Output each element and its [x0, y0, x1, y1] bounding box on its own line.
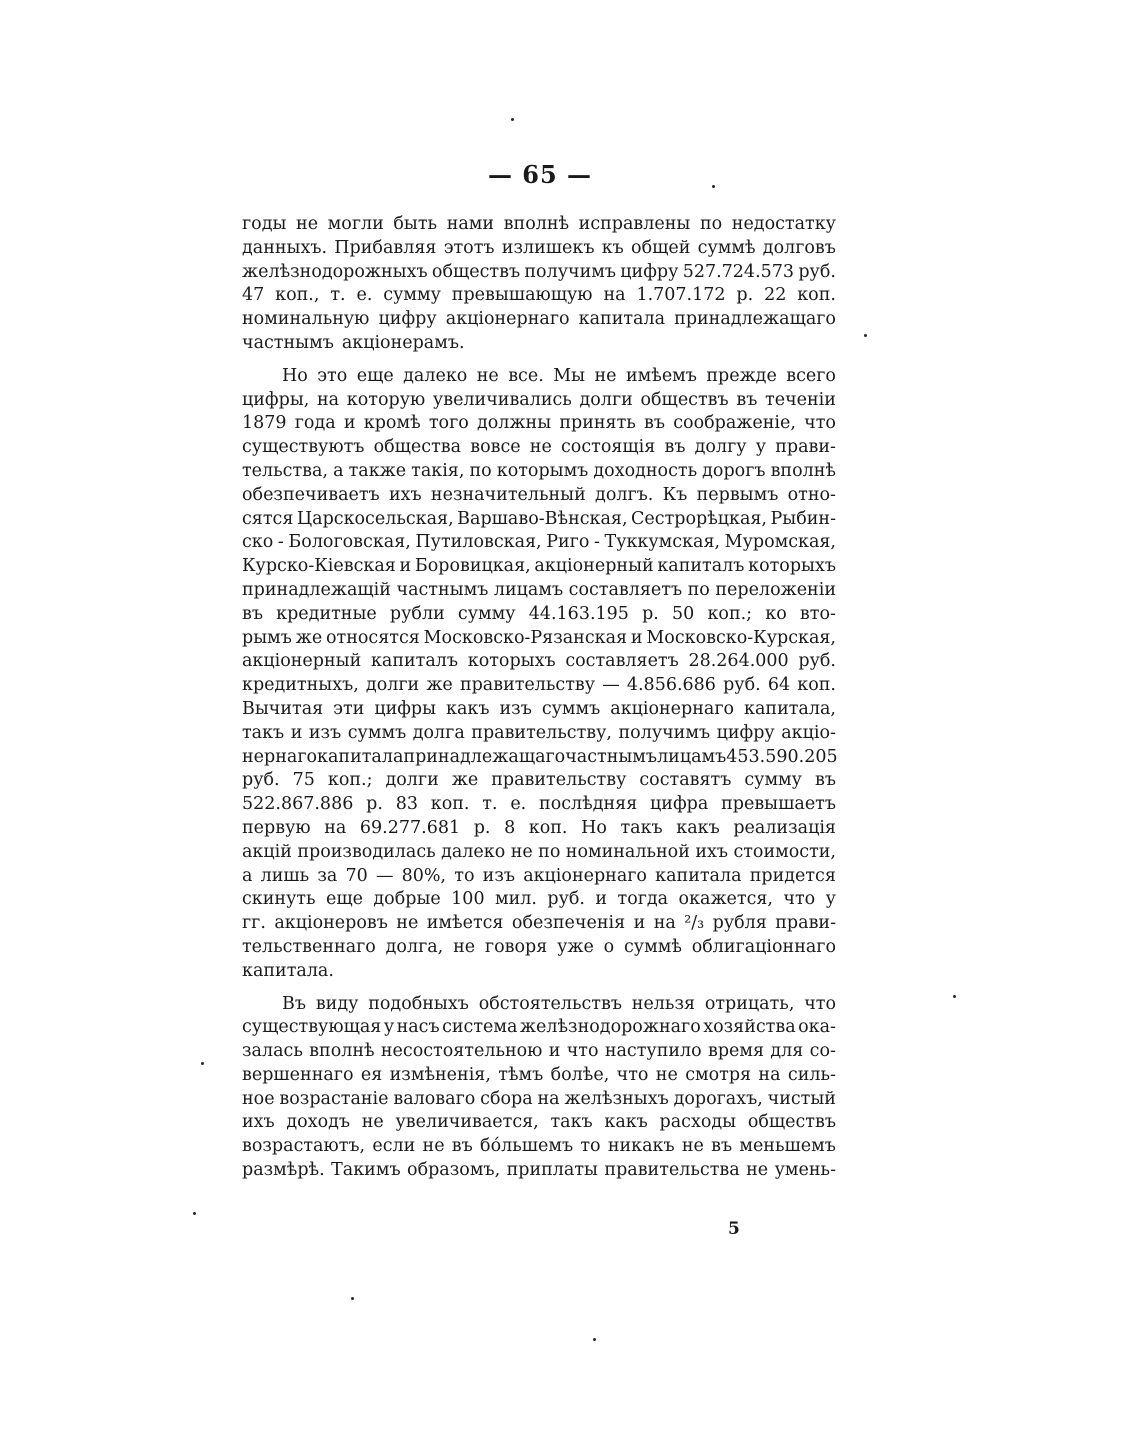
text-line: данныхъ. Прибавляя этотъ излишекъ къ общей суммѣ долговъ [242, 237, 836, 258]
text-line: обезпечиваетъ ихъ незначительный долгъ. Къ первымъ отно- [242, 484, 836, 505]
scan-speck [511, 118, 514, 121]
text-line: частнымъ акціонерамъ. [242, 332, 465, 353]
text-line: возрастаютъ, если не въ бо́льшемъ то никакъ не въ меньшемъ [242, 1136, 836, 1157]
text-line: ско - Бологовская, Путиловская, Риго - Туккумская, Муромская, [242, 532, 836, 553]
text-line: ихъ доходъ не увеличивается, такъ какъ расходы обществъ [242, 1112, 836, 1133]
signature-mark: 5 [728, 1219, 740, 1239]
text-line: капитала. [242, 960, 334, 981]
scan-speck [593, 1338, 596, 1341]
text-line: кредитныхъ, долги же правительству — 4.856.686 руб. 64 коп. [242, 675, 836, 696]
text-line: ное возрастаніе валоваго сбора на желѣзныхъ дорогахъ, чистый [242, 1088, 836, 1109]
text-line: размѣрѣ. Такимъ образомъ, приплаты правительства не умень- [242, 1160, 836, 1181]
text-line: акцій производилась далеко не по номинальной ихъ стоимости, [242, 841, 836, 862]
scan-speck [712, 185, 715, 188]
text-line: принадлежащій частнымъ лицамъ составляетъ по переложеніи [242, 579, 836, 600]
text-line: существующая у насъ система желѣзнодорожнаго хозяйства ока- [242, 1017, 836, 1038]
text-line: акціонерный капиталъ которыхъ составляетъ 28.264.000 руб. [242, 651, 836, 672]
text-line: гг. акціонеровъ не имѣется обезпеченія и на ²/₃ рубля прави- [242, 913, 836, 934]
text-line: Въ виду подобныхъ обстоятельствъ нельзя отрицать, что [282, 993, 836, 1014]
text-line: нернаго капитала принадлежащаго частнымъ лицамъ 453.590.205 [242, 746, 838, 767]
text-line: 1879 года и кромѣ того должны принять въ соображеніе, что [242, 413, 836, 434]
text-line: тельства, а также такія, по которымъ доходность дорогъ вполнѣ [242, 460, 836, 481]
text-line: желѣзнодорожныхъ обществъ получимъ цифру 527.724.573 руб. [242, 261, 836, 282]
scan-speck [864, 334, 867, 337]
paragraph [242, 365, 836, 984]
scan-speck [351, 1297, 354, 1300]
text-line: Но это еще далеко не все. Мы не имѣемъ прежде всего [282, 365, 836, 386]
scan-speck [193, 1212, 196, 1215]
text-line: существуютъ общества вовсе не состоящія въ долгу у прави- [242, 437, 836, 458]
body-text [242, 213, 836, 1183]
text-line: рымъ же относятся Московско-Рязанская и Московско-Курская, [242, 627, 836, 648]
text-line: Вычитая эти цифры какъ изъ суммъ акціонернаго капитала, [242, 698, 836, 719]
page-number: — 65 — [487, 160, 593, 189]
text-line: 522.867.886 р. 83 коп. т. е. послѣдняя цифра превышаетъ [242, 794, 836, 815]
text-line: номинальную цифру акціонернаго капитала принадлежащаго [242, 309, 836, 330]
text-line: Курско-Кіевская и Боровицкая, акціонерный капиталъ которыхъ [242, 556, 836, 577]
text-line: такъ и изъ суммъ долга правительству, получимъ цифру акціо- [242, 722, 836, 743]
text-line: въ кредитные рубли сумму 44.163.195 р. 50 коп.; ко вто- [242, 603, 836, 624]
scan-speck [953, 995, 956, 998]
text-line: первую на 69.277.681 р. 8 коп. Но такъ какъ реализація [242, 817, 836, 838]
text-line: руб. 75 коп.; долги же правительству составятъ сумму въ [242, 770, 836, 791]
scan-speck [201, 1062, 204, 1065]
text-line: цифры, на которую увеличивались долги обществъ въ теченіи [242, 389, 836, 410]
text-line: 47 коп., т. е. сумму превышающую на 1.707.172 р. 22 коп. [242, 285, 836, 306]
text-line: сятся Царскосельская, Варшаво-Вѣнская, Сестрорѣцкая, Рыбин- [242, 508, 836, 529]
text-line: залась вполнѣ несостоятельною и что наступило время для со- [242, 1041, 836, 1062]
text-line: тельственнаго долга, не говоря уже о суммѣ облигаціоннаго [242, 936, 836, 957]
paragraph [242, 213, 836, 356]
text-line: годы не могли быть нами вполнѣ исправлены по недостатку [242, 214, 836, 234]
text-line: скинуть еще добрые 100 мил. руб. и тогда окажется, что у [242, 889, 836, 910]
text-line: а лишь за 70 — 80%, то изъ акціонернаго капитала придется [242, 865, 836, 886]
paragraph [242, 993, 836, 1183]
text-line: вершеннаго ея измѣненія, тѣмъ болѣе, что не смотря на силь- [242, 1064, 836, 1085]
